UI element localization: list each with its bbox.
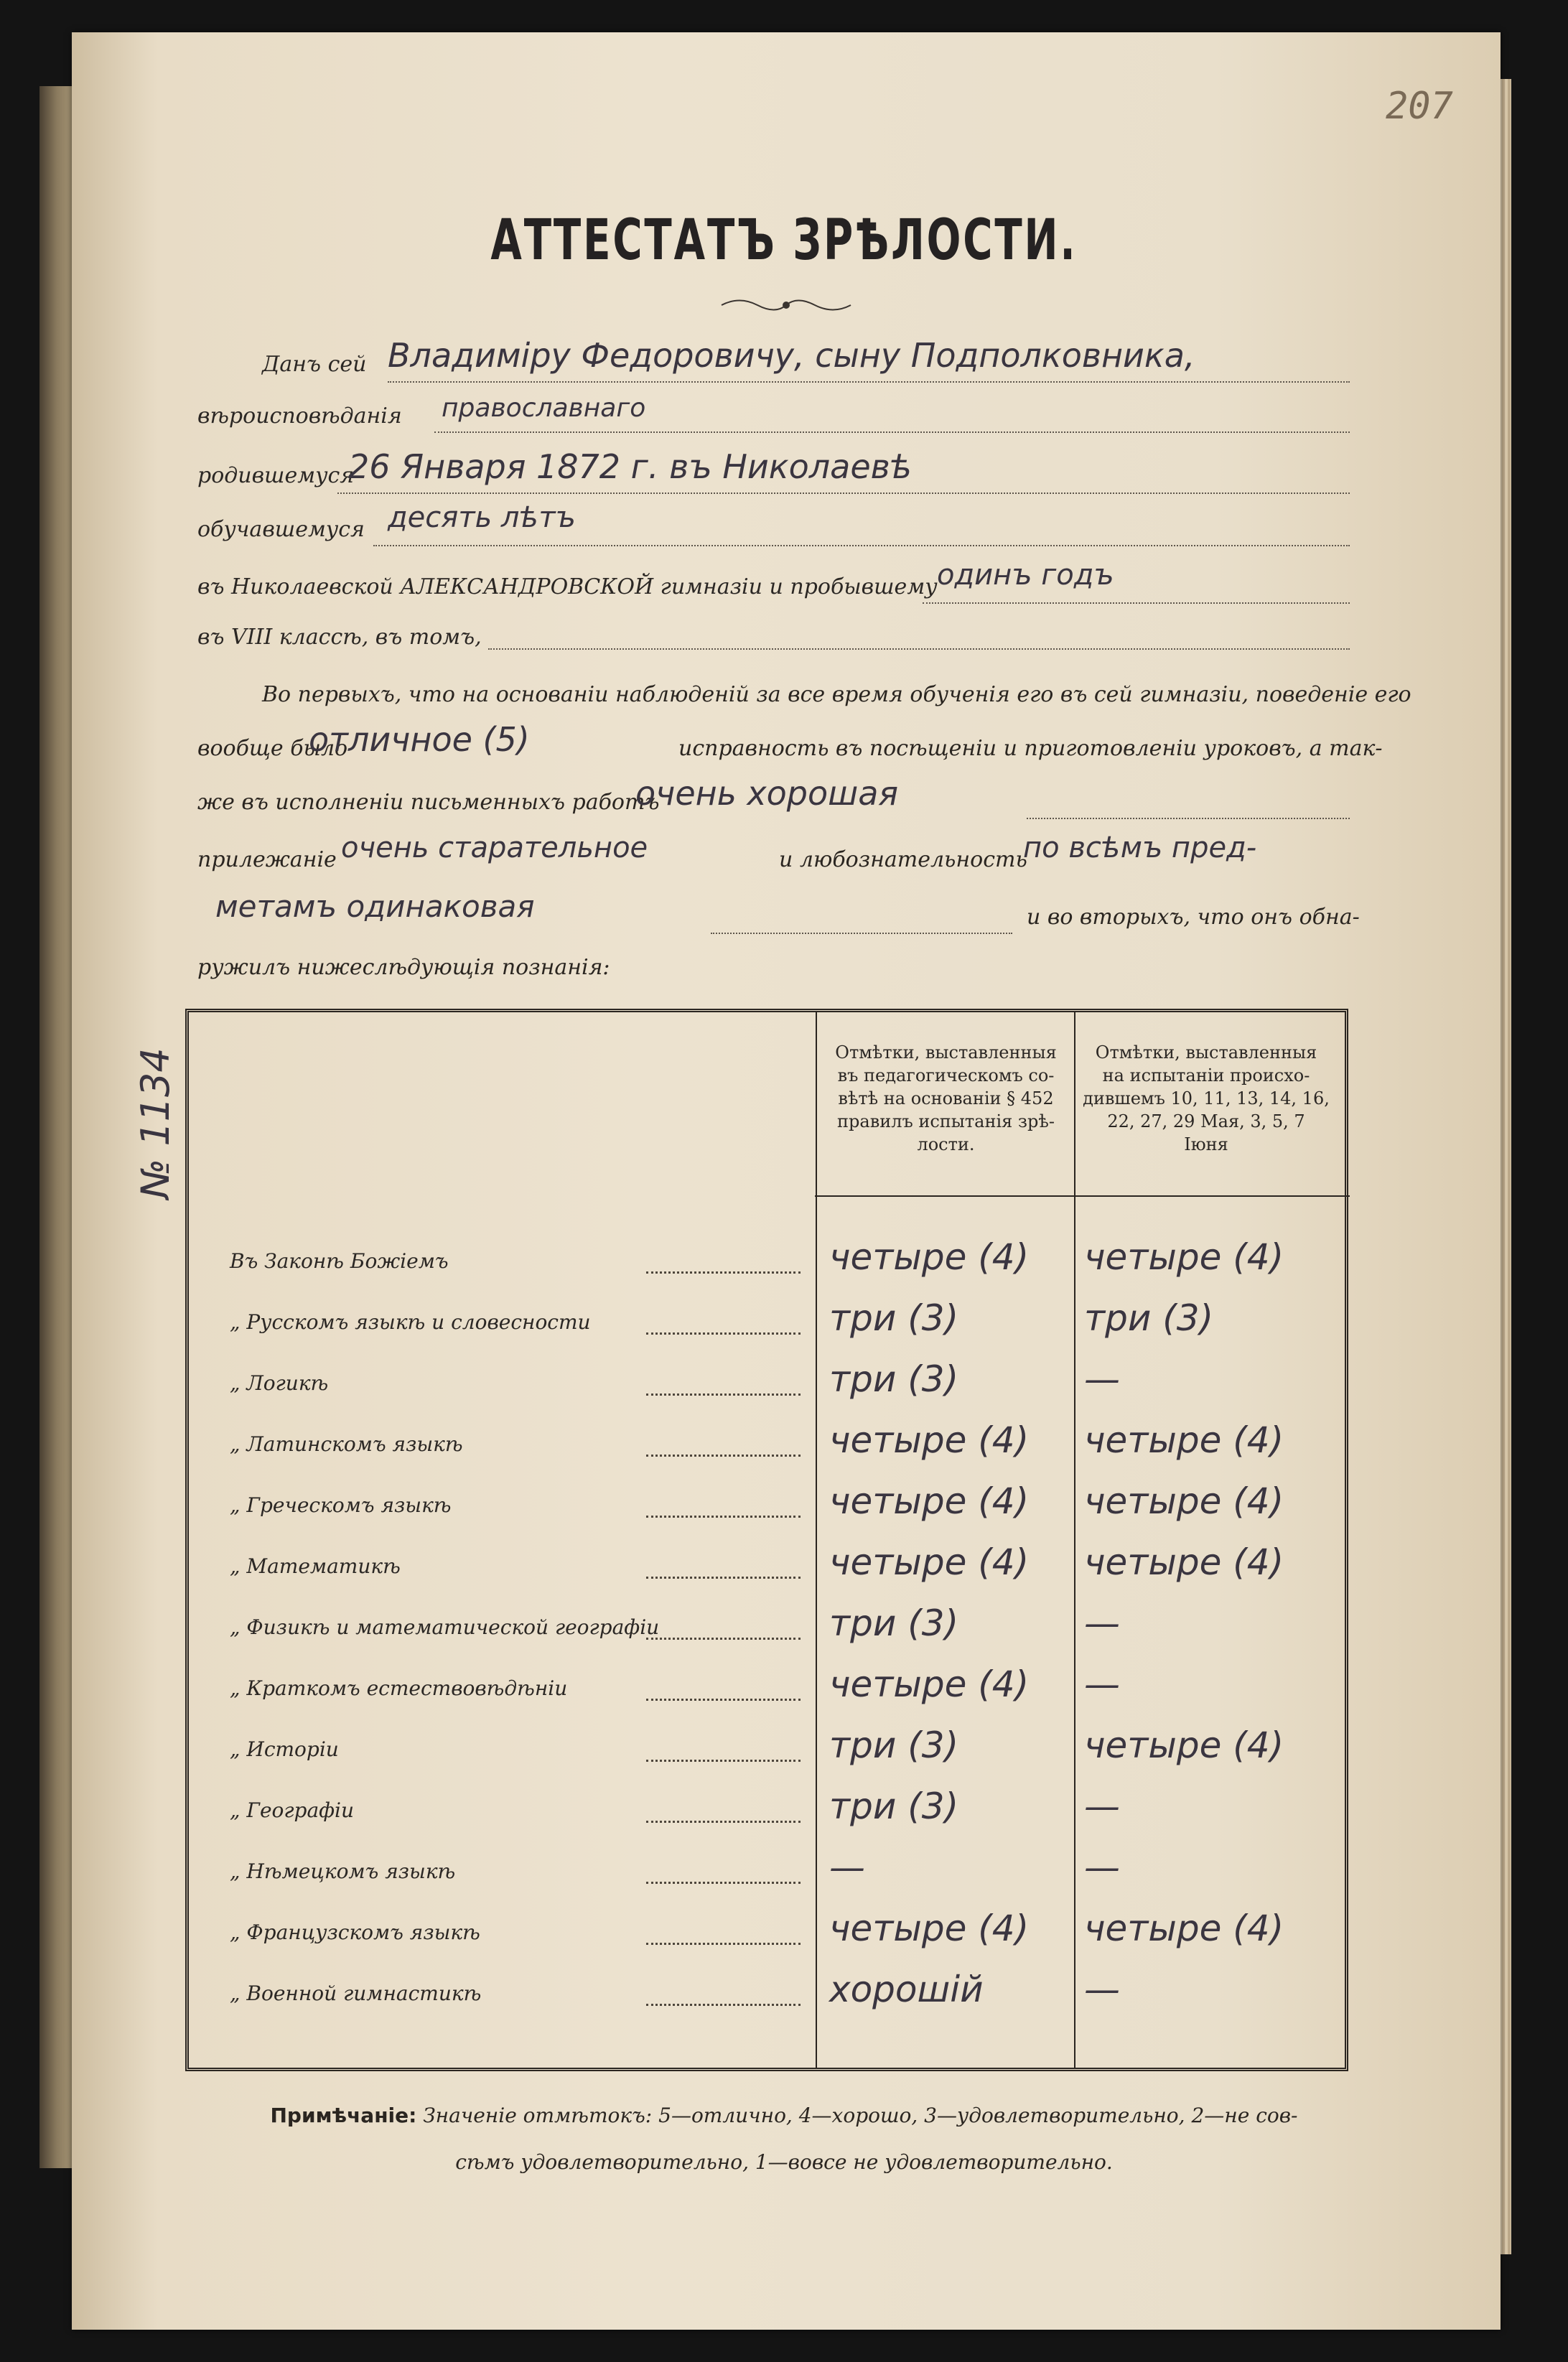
- header-line: Отмѣтки, выставленныя: [835, 1042, 1057, 1063]
- mark-council: четыре (4): [829, 1541, 1030, 1583]
- para-line-2: [197, 720, 1383, 779]
- mark-council: четыре (4): [829, 1663, 1030, 1705]
- para-text: Во первыхъ, что на основаніи наблюденій за все время обученія его въ сей гимназіи, поведеніе его: [262, 682, 1411, 707]
- subject-label: „ Логикѣ: [230, 1371, 329, 1395]
- mark-council: —: [829, 1847, 865, 1888]
- mark-exam: четыре (4): [1084, 1908, 1284, 1949]
- leader-dots: [646, 1759, 801, 1762]
- mark-exam: четыре (4): [1084, 1724, 1284, 1766]
- value-name: Владиміру Федоровичу, сыну Подполковника,: [388, 336, 1195, 375]
- note-text: сѣмъ удовлетворительно, 1—вовсе не удовлетворительно.: [455, 2150, 1113, 2174]
- value-religion: православнаго: [442, 393, 646, 423]
- value-written-work: очень хорошая: [635, 774, 899, 813]
- dots: [373, 544, 1350, 546]
- note-line-2: [0, 2150, 1568, 2174]
- mark-council: четыре (4): [829, 1419, 1030, 1461]
- leader-dots: [646, 1454, 801, 1457]
- para-line-6: [197, 955, 610, 998]
- dots: [1027, 817, 1350, 819]
- subject-label: „ Физикѣ и математической географіи: [230, 1615, 660, 1639]
- mark-exam: четыре (4): [1084, 1236, 1284, 1278]
- mark-council: четыре (4): [829, 1480, 1030, 1522]
- para-text: ружилъ нижеслѣдующія познанія:: [197, 955, 610, 980]
- leader-dots: [646, 1515, 801, 1518]
- header-line: на испытаніи происхо-: [1102, 1065, 1310, 1086]
- para-text: и любознательность: [779, 847, 1027, 872]
- line-born: [197, 447, 913, 506]
- leader-dots: [646, 1820, 801, 1823]
- mark-council: хорошій: [829, 1969, 984, 2010]
- mark-exam: четыре (4): [1084, 1419, 1284, 1461]
- col-header-council: [815, 1041, 1077, 1156]
- header-line: вѣтѣ на основаніи § 452: [838, 1088, 1054, 1108]
- subject-label: „ Географіи: [230, 1798, 355, 1822]
- header-line: Отмѣтки, выставленныя: [1095, 1042, 1317, 1063]
- value-curiosity: по всѣмъ пред-: [1023, 831, 1257, 864]
- header-line: въ педагогическомъ со-: [837, 1065, 1055, 1086]
- label-gymnasium: въ Николаевской АЛЕКСАНДРОВСКОЙ гимназіи и пробывшему: [197, 574, 938, 599]
- para-line-1: [262, 682, 1411, 725]
- col-divider: [816, 1012, 817, 2068]
- dots: [488, 648, 1350, 650]
- dots: [923, 602, 1350, 604]
- leader-dots: [646, 1942, 801, 1945]
- mark-exam: —: [1084, 1969, 1120, 2010]
- line-gymnasium: [197, 559, 1114, 617]
- dots: [337, 492, 1350, 494]
- line-religion: [197, 393, 646, 447]
- para-text: исправность въ посѣщеніи и приготовленіи уроковъ, а так-: [678, 736, 1383, 761]
- subject-label: „ Французскомъ языкѣ: [230, 1920, 480, 1944]
- para-line-3: [197, 774, 899, 833]
- label-religion: вѣроисповѣданія: [197, 403, 402, 429]
- dots: [711, 932, 1012, 934]
- value-conduct: отличное (5): [309, 720, 530, 759]
- label-given: Данъ сей: [262, 352, 367, 377]
- subject-label: „ Краткомъ естествовѣдѣніи: [230, 1676, 568, 1700]
- line-given-to: [262, 336, 1195, 395]
- mark-exam: четыре (4): [1084, 1541, 1284, 1583]
- leader-dots: [646, 1576, 801, 1579]
- mark-council: три (3): [829, 1297, 959, 1339]
- line-studied: [197, 501, 576, 560]
- mark-council: три (3): [829, 1358, 959, 1400]
- para-text: и во вторыхъ, что онъ обна-: [1027, 905, 1360, 930]
- header-line: Іюня: [1184, 1134, 1228, 1154]
- mark-council: три (3): [829, 1724, 959, 1766]
- mark-council: три (3): [829, 1602, 959, 1644]
- leader-dots: [646, 1881, 801, 1884]
- value-curiosity-cont: метамъ одинаковая: [215, 889, 535, 924]
- page-title: АТТЕСТАТЪ ЗРѢЛОСТИ.: [490, 208, 1078, 273]
- leader-dots: [646, 1332, 801, 1335]
- para-text: же въ исполненіи письменныхъ работъ: [197, 790, 660, 815]
- dots: [388, 381, 1350, 383]
- subject-label: Въ Законѣ Божіемъ: [230, 1249, 449, 1273]
- header-divider: [815, 1195, 1350, 1197]
- mark-council: четыре (4): [829, 1236, 1030, 1278]
- subject-label: „ Военной гимнастикѣ: [230, 1981, 482, 2005]
- line-class: [197, 625, 482, 668]
- label-studied: обучавшемуся: [197, 517, 365, 542]
- note-label: Примѣчаніе:: [270, 2104, 417, 2127]
- subject-label: „ Исторіи: [230, 1737, 339, 1761]
- para-text: прилежаніе: [197, 847, 337, 872]
- subject-label: „ Русскомъ языкѣ и словесности: [230, 1310, 591, 1334]
- mark-exam: —: [1084, 1358, 1120, 1400]
- value-born: 26 Января 1872 г. въ Николаевѣ: [348, 447, 913, 486]
- value-diligence: очень старательное: [341, 831, 648, 864]
- label-class: въ VIII классѣ, въ томъ,: [197, 625, 482, 650]
- mark-exam: четыре (4): [1084, 1480, 1284, 1522]
- mark-exam: —: [1084, 1785, 1120, 1827]
- header-line: дившемъ 10, 11, 13, 14, 16,: [1083, 1088, 1330, 1108]
- leader-dots: [646, 2003, 801, 2006]
- label-born: родившемуся: [197, 463, 355, 488]
- col-divider: [1074, 1012, 1075, 2068]
- margin-number: № 1134: [133, 1047, 178, 1199]
- note-line-1: [0, 2104, 1568, 2127]
- leader-dots: [646, 1637, 801, 1640]
- header-line: лости.: [917, 1134, 975, 1154]
- mark-exam: —: [1084, 1602, 1120, 1644]
- leader-dots: [646, 1698, 801, 1701]
- value-studied: десять лѣтъ: [388, 501, 576, 534]
- mark-council: четыре (4): [829, 1908, 1030, 1949]
- subject-label: „ Латинскомъ языкѣ: [230, 1432, 463, 1456]
- para-line-4: [197, 831, 1257, 890]
- subject-label: „ Нѣмецкомъ языкѣ: [230, 1859, 456, 1883]
- subject-label: „ Математикѣ: [230, 1554, 401, 1578]
- ornament-icon: [718, 294, 854, 316]
- dots: [434, 431, 1350, 433]
- col-header-exam: [1073, 1041, 1339, 1156]
- mark-exam: —: [1084, 1847, 1120, 1888]
- note-text: Значеніе отмѣтокъ: 5—отлично, 4—хорошо, 3—удовлетворительно, 2—не сов-: [423, 2104, 1298, 2127]
- value-years: одинъ годъ: [937, 559, 1114, 592]
- page-number: 207: [1386, 85, 1453, 128]
- mark-exam: три (3): [1084, 1297, 1214, 1339]
- mark-council: три (3): [829, 1785, 959, 1827]
- header-line: правилъ испытанія зрѣ-: [837, 1111, 1055, 1131]
- header-line: 22, 27, 29 Мая, 3, 5, 7: [1107, 1111, 1305, 1131]
- subject-label: „ Греческомъ языкѣ: [230, 1493, 452, 1517]
- leader-dots: [646, 1393, 801, 1396]
- mark-exam: —: [1084, 1663, 1120, 1705]
- leader-dots: [646, 1271, 801, 1274]
- para-text: вообще было: [197, 736, 348, 761]
